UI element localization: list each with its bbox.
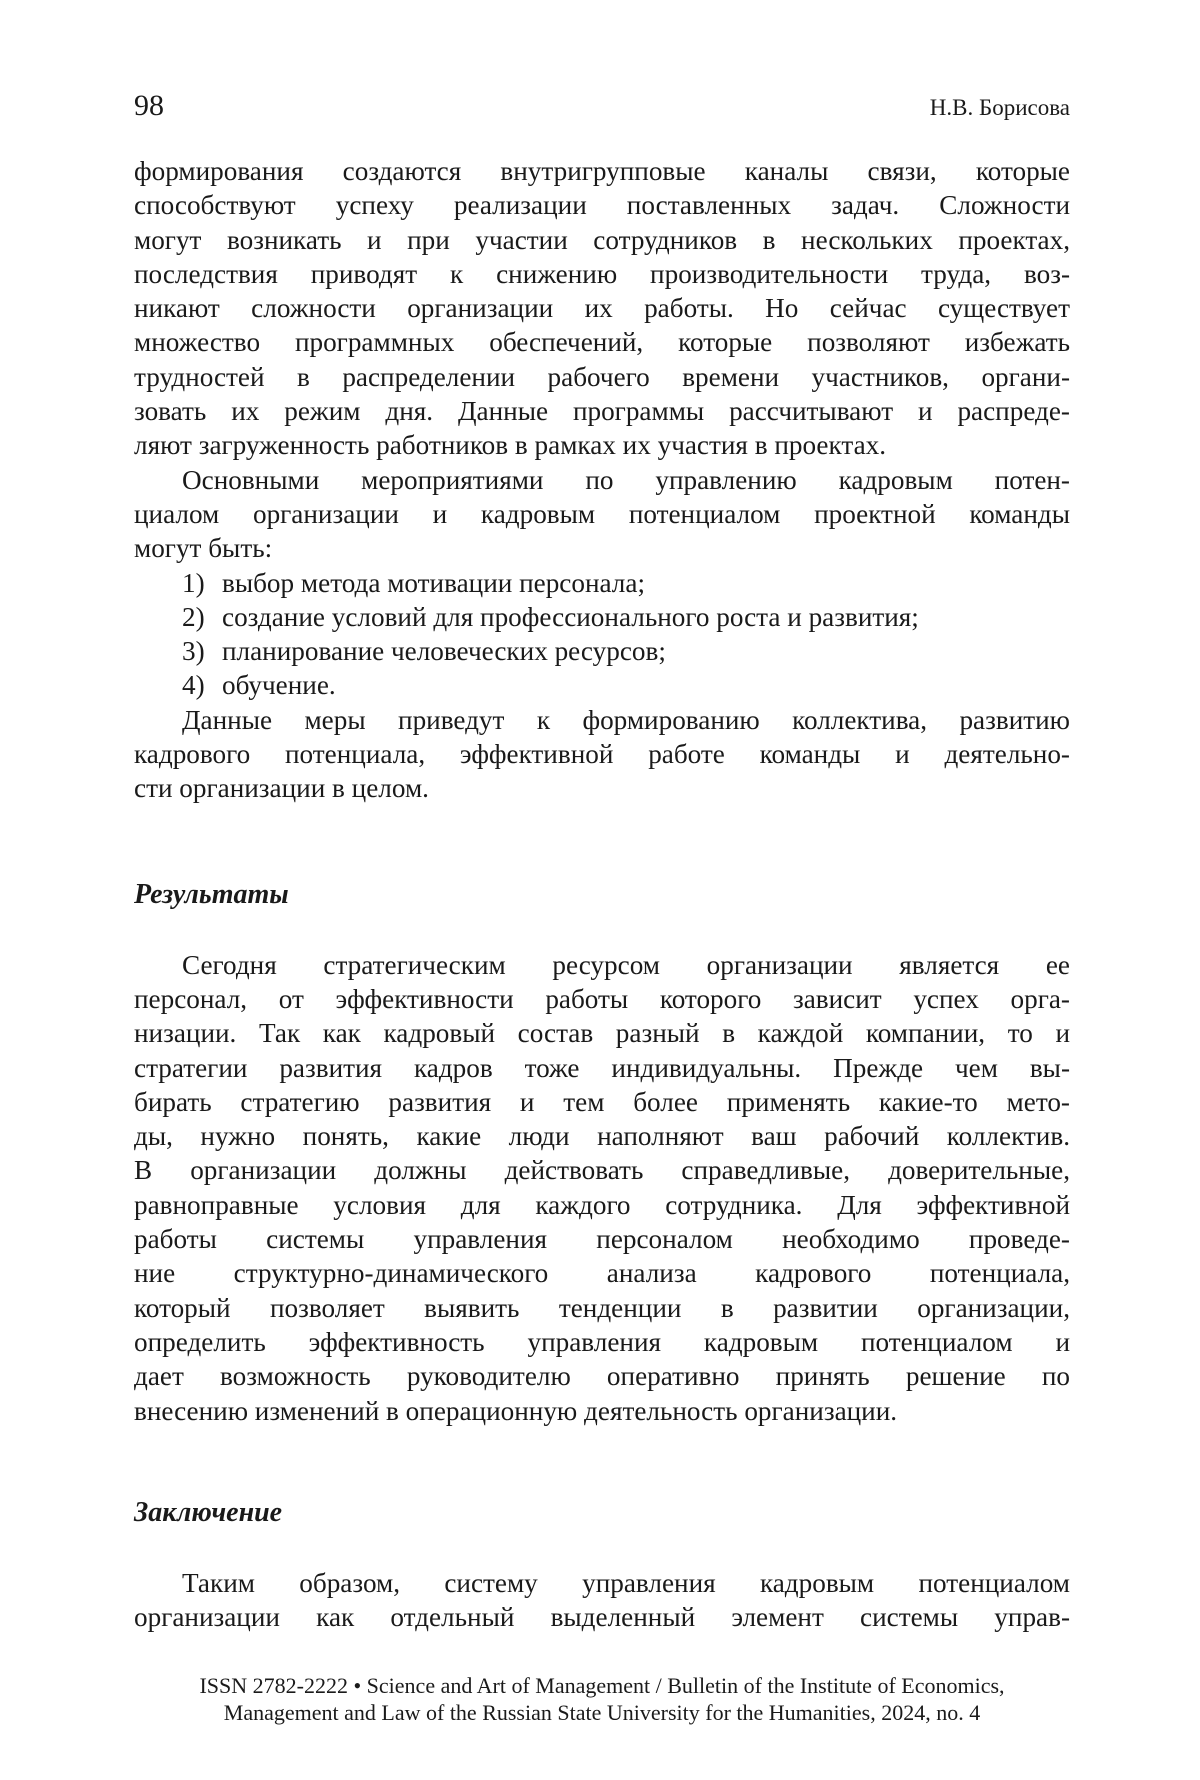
list-item xyxy=(134,566,1070,600)
text-line: множество программных обеспечений, которые позволяют избежать xyxy=(134,327,1070,358)
list-item xyxy=(134,634,1070,668)
list-text: создание условий для профессионального роста и развития; xyxy=(222,601,919,632)
text-line: определить эффективность управления кадровым потенциалом и xyxy=(134,1326,1070,1357)
text-line: последствия приводят к снижению производительности труда, воз- xyxy=(134,258,1070,289)
spacer xyxy=(134,912,1070,948)
text-line: могут возникать и при участии сотрудников в нескольких проектах, xyxy=(134,224,1070,255)
list-item xyxy=(134,600,1070,634)
text-line: ляют загруженность работников в рамках их участия в проектах. xyxy=(134,430,887,461)
text-line: внесению изменений в операционную деятельность организации. xyxy=(134,1395,898,1426)
journal-footer xyxy=(134,1672,1070,1726)
text-line: Сегодня стратегическим ресурсом организации является ее xyxy=(182,949,1070,980)
page-number: 98 xyxy=(134,89,164,122)
text-line: трудностей в распределении рабочего времени участников, органи- xyxy=(134,361,1070,392)
list-number: 3) xyxy=(182,636,205,667)
list-number: 2) xyxy=(182,601,205,632)
paragraph-1 xyxy=(134,154,1070,463)
journal-page xyxy=(134,0,1070,1780)
footer-line: Management and Law of the Russian State University for the Humanities, 2024, no. 4 xyxy=(223,1700,981,1725)
text-line: Таким образом, систему управления кадровым потенциалом xyxy=(182,1567,1070,1598)
list-item xyxy=(134,668,1070,702)
paragraph-3 xyxy=(134,703,1070,806)
paragraph-2 xyxy=(134,463,1070,566)
list-text: обучение. xyxy=(222,670,336,701)
text-line: персонал, от эффективности работы которого зависит успех орга- xyxy=(134,983,1070,1014)
text-line: бирать стратегию развития и тем более применять какие-то мето- xyxy=(134,1086,1070,1117)
section-heading-results: Результаты xyxy=(134,878,289,910)
spacer xyxy=(134,1428,1070,1496)
footer-line: ISSN 2782-2222 • Science and Art of Management / Bulletin of the Institute of Economics, xyxy=(199,1673,1005,1698)
text-line: Данные меры приведут к формированию коллектива, развитию xyxy=(182,704,1070,735)
text-line: ды, нужно понять, какие люди наполняют ваш рабочий коллектив. xyxy=(134,1121,1070,1152)
running-author: Н.В. Борисова xyxy=(929,95,1070,120)
text-line: В организации должны действовать справедливые, доверительные, xyxy=(134,1155,1070,1186)
text-line: способствуют успеху реализации поставленных задач. Сложности xyxy=(134,190,1070,221)
running-header xyxy=(134,86,1070,126)
text-line: работы системы управления персоналом необходимо проведе- xyxy=(134,1224,1070,1255)
section-heading-conclusion: Заключение xyxy=(134,1496,283,1528)
article-body xyxy=(134,154,1070,1634)
text-line: циалом организации и кадровым потенциалом проектной команды xyxy=(134,498,1070,529)
text-line: формирования создаются внутригрупповые каналы связи, которые xyxy=(134,156,1070,186)
text-line: который позволяет выявить тенденции в развитии организации, xyxy=(134,1292,1070,1323)
paragraph-4 xyxy=(134,948,1070,1428)
text-line: кадрового потенциала, эффективной работе команды и деятельно- xyxy=(134,739,1070,770)
text-line: зовать их режим дня. Данные программы рассчитывают и распреде- xyxy=(134,396,1070,427)
text-line: могут быть: xyxy=(134,533,273,564)
list-number: 4) xyxy=(182,670,205,701)
text-line: низации. Так как кадровый состав разный в каждой компании, то и xyxy=(134,1018,1070,1049)
text-line: Основными мероприятиями по управлению кадровым потен- xyxy=(182,464,1070,495)
text-line: сти организации в целом. xyxy=(134,773,429,804)
text-line: организации как отдельный выделенный элемент системы управ- xyxy=(134,1602,1070,1633)
paragraph-5 xyxy=(134,1566,1070,1635)
list-text: выбор метода мотивации персонала; xyxy=(222,567,645,598)
spacer xyxy=(134,806,1070,878)
text-line: ние структурно-динамического анализа кадрового потенциала, xyxy=(134,1258,1070,1289)
list-text: планирование человеческих ресурсов; xyxy=(222,636,666,667)
list-number: 1) xyxy=(182,567,205,598)
text-line: дает возможность руководителю оперативно принять решение по xyxy=(134,1361,1070,1392)
spacer xyxy=(134,1530,1070,1566)
numbered-list xyxy=(134,566,1070,703)
text-line: никают сложности организации их работы. Но сейчас существует xyxy=(134,293,1070,324)
text-line: равноправные условия для каждого сотрудника. Для эффективной xyxy=(134,1189,1070,1220)
text-line: стратегии развития кадров тоже индивидуальны. Прежде чем вы- xyxy=(134,1052,1070,1083)
